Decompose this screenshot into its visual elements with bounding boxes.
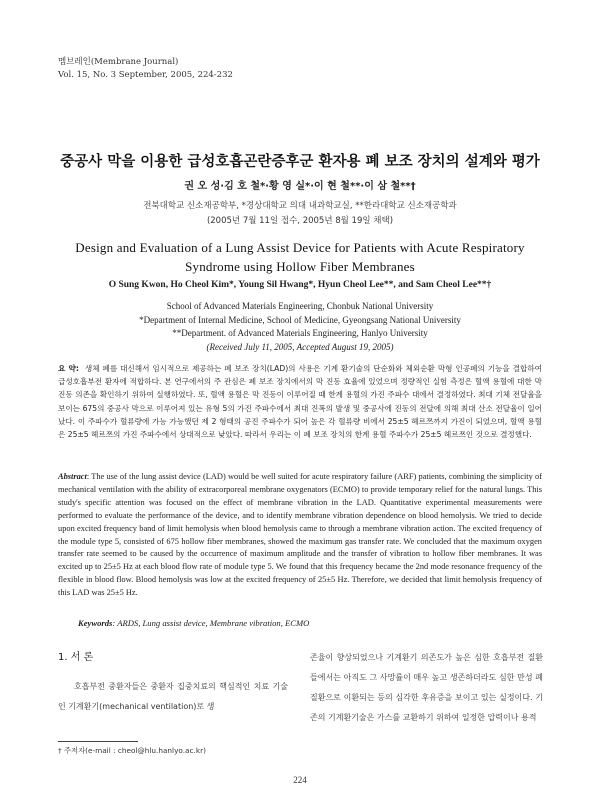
body-column-left [58,648,288,717]
abstract-english-text: : The use of the lung assist device (LAD) would be well suited for acute respiratory failure (ARF) patients, combining the simplicity of mechanical ventilation with the ability of extracorporeal membrane oxygenators (ECMO) to provide temporary relief for the natural lungs. This study's specific attention was focused on the effect of membrane vibration in the LAD. Quantitative experimental measurements were performed to evaluate the performance of the device, and to identify membrane vibration dependence on blood hemolysis. We tried to decide upon excited frequency band of limit hemolysis when blood hemolysis came to through a membrane vibration action. The excited frequency of the module type 5, consisted of 675 hollow fiber membranes, showed the maximum gas transfer rate. We concluded that the maximum oxygen transfer rate seemed to be caused by the occurrence of maximum amplitude and the transfer of vibration to hollow fiber membranes. It was excited up to 25±5 Hz at each blood flow rate of module type 5. We found that this frequency became the 2nd mode resonance frequency of the flexible in blood flow. Blood hemolysis was low at the excited frequency of 25±5 Hz. Therefore, we decided that limit hemolysis frequency of this LAD was 25±5 Hz. [58,472,542,598]
received-korean: (2005년 7월 11일 접수, 2005년 8월 19일 채택) [206,216,394,226]
authors-korean: 권 오 성·김 호 철*·황 영 실*·이 현 철**·이 삼 철**† [184,181,416,192]
abstract-english-label: Abstract [58,472,87,481]
abstract-korean [58,362,542,441]
abstract-korean-text: 생체 폐를 대신해서 임시적으로 제공하는 폐 보조 장치(LAD)의 사용은 기계 환기술의 단순화와 체외순환 막형 인공폐의 기능을 결합하여 급성호흡부전 환자에 적합하다. 본 연구에서의 주 관심은 폐 보조 장치에서의 막 진동 효율에 있었으며 정량적인 실험 측정은 혈액 용혈에 대한 막 진동 의존을 확인하기 위하여 실행하였다. 또, 혈액 용혈은 막 진동이 이루어질 때 한계 용혈의 가진 주파수 대에서 결정하였다. 최대 기체 전달율을 보이는 675의 중공사 막으로 이루어져 있는 유형 5의 가진 주파수에서 최대 진폭의 발생 및 중공사에 진동의 전달에 의해 최대 산소 전달율이 일어났다. 이 주파수가 혈류량에 가능 가능했던 제 2 형태의 공진 주파수가 되어 높은 각 혈류량 비에서 25±5 헤르쯔까지 가진이 되었으며, 혈액 용혈은 25±5 헤르쯔의 가진 주파수에서 상대적으로 낮았다. 따라서 우리는 이 폐 보조 장치의 한계 용혈 주파수가 25±5 헤르쯔인 것으로 결정했다. [58,364,542,440]
journal-header [58,56,233,82]
page-number: 224 [293,775,307,785]
affiliation-english-line: School of Advanced Materials Engineering, Chonbuk National University [166,301,434,311]
body-text-right: 존율이 향상되었으나 기계환기 의존도가 높은 심한 호흡부전 질환들에서는 아직도 그 사망률이 매우 높고 생존하더라도 심한 만성 폐질환으로 이환되는 등의 심각한 후유증을 보이고 있는 실정이다. 기존의 기계환기술은 가스를 교환하기 위하여 일정한 압력이나 용적 [310,653,543,722]
footnote-corresponding-author: † 주저자(e-mail : cheol@hlu.hanlyo.ac.kr) [58,746,206,755]
title-korean: 중공사 막을 이용한 급성호흡곤란증후군 환자용 폐 보조 장치의 설계와 평가 [60,154,540,170]
section-heading-introduction: 1. 서 론 [58,652,94,663]
body-text-left: 호흡부전 중환자들은 중환자 집중치료의 핵심적인 치료 기술인 기계환기(mechanical ventilation)로 생 [58,682,288,711]
body-paragraph [58,677,288,717]
abstract-korean-label: 요 약: [58,364,79,373]
received-english: (Received July 11, 2005, Accepted August 19, 2005) [206,341,394,352]
keywords-text: : ARDS, Lung assist device, Membrane vibration, ECMO [112,618,310,628]
keywords [78,618,309,628]
title-english: Design and Evaluation of a Lung Assist Device for Patients with Acute Respiratory Syndrome using Hollow Fiber Membranes [75,240,525,274]
keywords-label: Keywords [78,618,113,628]
affiliation-english-line: **Department. of Advanced Materials Engineering, Hanlyo University [172,328,428,338]
affiliation-english-line: *Department of Internal Medicine, School of Medicine, Gyeongsang National University [139,314,461,325]
journal-volume: Vol. 15, No. 3 September, 2005, 224-232 [58,70,233,80]
affiliation-english [0,300,600,354]
affiliation-korean-line: 전북대학교 신소재공학부, *경상대학교 의대 내과학교실, **한라대학교 신소재공학과 [143,201,457,211]
authors-english: O Sung Kwon, Ho Cheol Kim*, Young Sil Hwang*, Hyun Cheol Lee**, and Sam Cheol Lee**† [108,280,492,290]
body-column-right [310,648,543,728]
affiliation-korean [0,199,600,229]
journal-name: 멤브레인(Membrane Journal) [58,57,179,67]
footnote-divider [58,741,138,742]
abstract-english [58,471,542,600]
